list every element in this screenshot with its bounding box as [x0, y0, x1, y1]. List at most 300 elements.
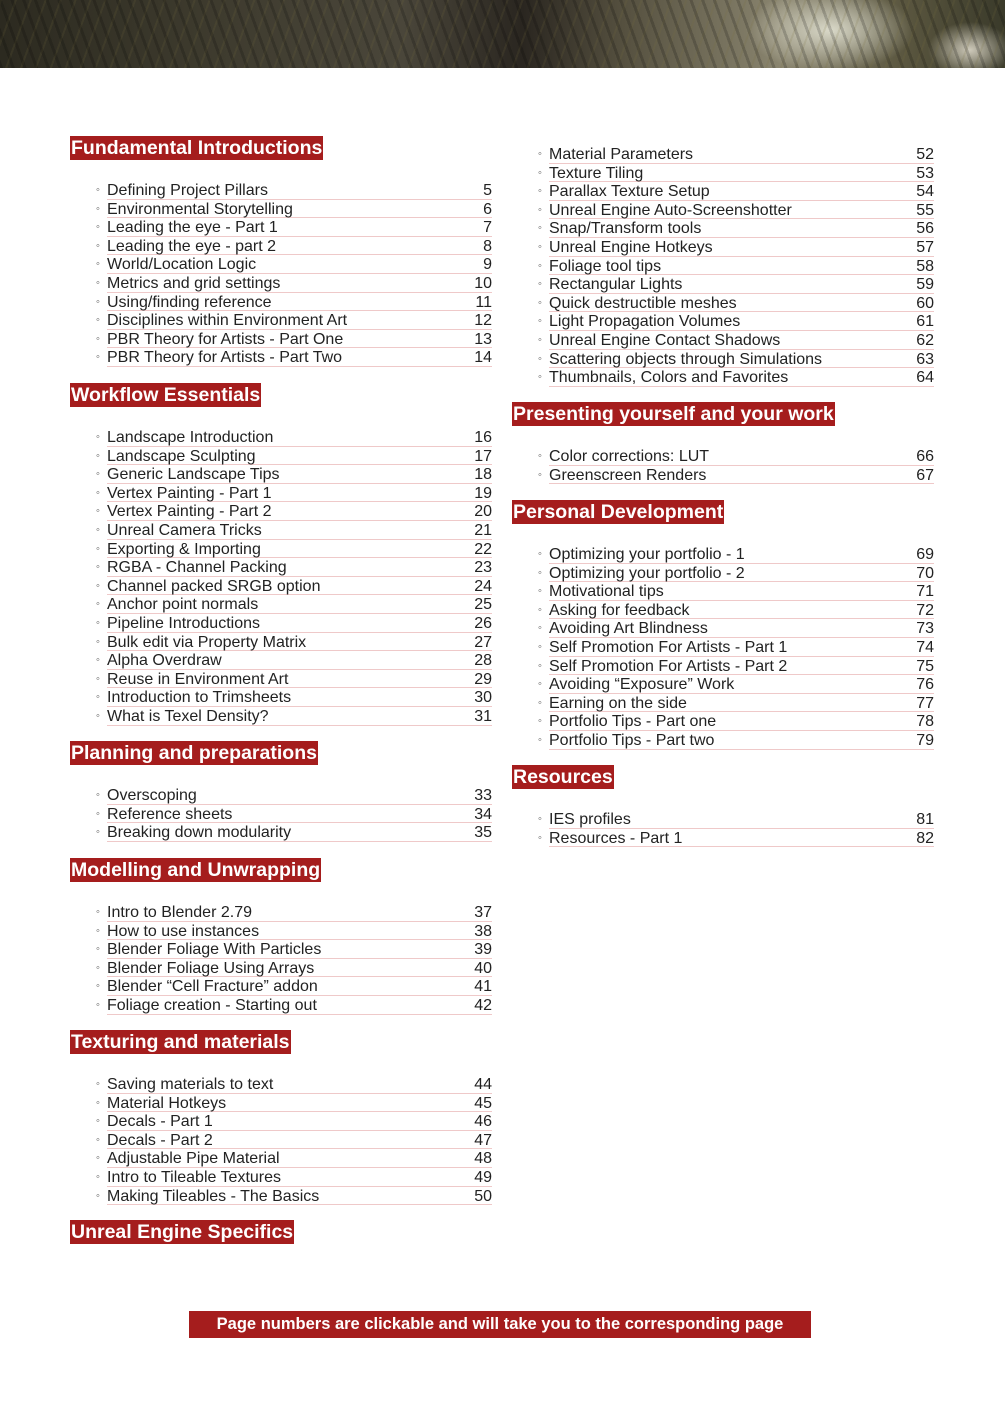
page-number-link[interactable]: 70 — [916, 564, 934, 582]
page-number-link[interactable]: 29 — [474, 670, 492, 688]
entry-title: Overscoping — [107, 787, 197, 804]
toc-entry[interactable] — [70, 651, 492, 670]
toc-entry[interactable] — [512, 182, 934, 201]
entry-title: Pipeline Introductions — [107, 614, 260, 632]
bullet-icon: ◦ — [96, 351, 100, 364]
page-number-link[interactable]: 60 — [916, 294, 934, 312]
toc-entry[interactable] — [512, 350, 934, 369]
section-heading: Planning and preparations — [71, 742, 317, 764]
bullet-icon: ◦ — [538, 585, 542, 598]
section-list — [512, 810, 934, 847]
toc-entry[interactable] — [70, 447, 492, 466]
bullet-icon: ◦ — [538, 240, 542, 253]
entry-title: Anchor point normals — [107, 596, 259, 614]
page-number-link[interactable]: 10 — [474, 274, 492, 292]
section-heading: Resources — [513, 766, 613, 788]
toc-entry[interactable] — [512, 619, 934, 638]
toc-entry[interactable] — [512, 145, 934, 164]
toc-entry[interactable] — [70, 218, 492, 237]
entry-title: Foliage creation - Starting out — [107, 996, 317, 1014]
bullet-icon: ◦ — [538, 278, 542, 291]
toc-entry[interactable] — [70, 633, 492, 652]
entry-title: Decals - Part 1 — [107, 1113, 213, 1131]
bullet-icon: ◦ — [538, 166, 542, 179]
toc-entry[interactable] — [70, 922, 492, 941]
page-number-link[interactable]: 46 — [474, 1113, 492, 1131]
toc-section — [512, 145, 934, 387]
toc-entry[interactable] — [70, 823, 492, 842]
page-number-link[interactable]: 22 — [474, 540, 492, 558]
page-number-link[interactable]: 20 — [474, 503, 492, 521]
page-number-link[interactable]: 77 — [916, 694, 934, 712]
page-number-link[interactable]: 34 — [474, 805, 492, 823]
entry-title: Snap/Transform tools — [549, 220, 702, 238]
bullet-icon: ◦ — [96, 1078, 100, 1090]
bullet-icon: ◦ — [96, 486, 100, 499]
page-number-link[interactable]: 41 — [474, 978, 492, 996]
toc-entry[interactable] — [70, 1094, 492, 1113]
section-heading: Fundamental Introductions — [71, 137, 323, 159]
toc-entry[interactable] — [70, 484, 492, 503]
bullet-icon: ◦ — [96, 221, 100, 234]
bullet-icon: ◦ — [96, 468, 100, 481]
toc-entry[interactable] — [70, 707, 492, 726]
bullet-icon: ◦ — [538, 640, 542, 653]
entry-title: Texture Tiling — [549, 164, 644, 182]
entry-title: Optimizing your portfolio - 1 — [549, 546, 745, 563]
entry-title: Disciplines within Environment Art — [107, 312, 348, 330]
bullet-icon: ◦ — [538, 548, 542, 560]
toc-entry[interactable] — [512, 275, 934, 294]
bullet-icon: ◦ — [96, 709, 100, 722]
toc-entry[interactable] — [70, 903, 492, 922]
bullet-icon: ◦ — [96, 616, 100, 629]
page-number-link[interactable]: 50 — [474, 1187, 492, 1205]
toc-section — [70, 383, 492, 726]
entry-title: Unreal Engine Hotkeys — [549, 238, 713, 256]
section-list — [70, 786, 492, 842]
bullet-icon: ◦ — [538, 222, 542, 235]
page-number-link[interactable]: 56 — [916, 220, 934, 238]
toc-entry[interactable] — [70, 805, 492, 824]
toc-entry[interactable] — [512, 564, 934, 583]
toc-entry[interactable] — [70, 670, 492, 689]
bullet-icon: ◦ — [96, 980, 100, 993]
entry-title: Leading the eye - part 2 — [107, 237, 277, 255]
section-heading: Unreal Engine Specifics — [71, 1221, 294, 1243]
page-number-link[interactable]: 9 — [483, 256, 492, 274]
entry-title: Unreal Engine Auto-Screenshotter — [549, 201, 792, 219]
toc-entry[interactable] — [70, 274, 492, 293]
entry-title: Thumbnails, Colors and Favorites — [549, 369, 789, 387]
page-number-link[interactable]: 30 — [474, 689, 492, 707]
toc-entry[interactable] — [70, 330, 492, 349]
entry-title: Intro to Tileable Textures — [107, 1168, 282, 1186]
entry-title: Scattering objects through Simulations — [549, 350, 823, 368]
page-number-link[interactable]: 74 — [916, 638, 934, 656]
section-list — [512, 145, 934, 387]
toc-entry[interactable] — [70, 293, 492, 312]
page-number-link[interactable]: 5 — [483, 182, 492, 199]
entry-title: Decals - Part 2 — [107, 1131, 213, 1149]
toc-entry[interactable] — [70, 255, 492, 274]
entry-title: Portfolio Tips - Part two — [549, 731, 715, 749]
entry-title: Saving materials to text — [107, 1076, 274, 1093]
entry-title: PBR Theory for Artists - Part Two — [107, 349, 343, 367]
toc-entry[interactable] — [70, 465, 492, 484]
entry-title: World/Location Logic — [107, 256, 257, 274]
bullet-icon: ◦ — [538, 715, 542, 728]
toc-entry[interactable] — [512, 238, 934, 257]
page-number-link[interactable]: 63 — [916, 350, 934, 368]
toc-entry[interactable] — [512, 657, 934, 676]
bullet-icon: ◦ — [538, 333, 542, 346]
toc-entry[interactable] — [512, 164, 934, 183]
page-number-link[interactable]: 8 — [483, 237, 492, 255]
entry-title: Motivational tips — [549, 583, 664, 601]
bullet-icon: ◦ — [96, 1096, 100, 1109]
bullet-icon: ◦ — [538, 831, 542, 844]
section-list — [70, 1075, 492, 1205]
toc-entry[interactable] — [70, 996, 492, 1015]
bullet-icon: ◦ — [538, 203, 542, 216]
bullet-icon: ◦ — [538, 733, 542, 746]
entry-title: Unreal Engine Contact Shadows — [549, 331, 781, 349]
page-number-link[interactable]: 24 — [474, 577, 492, 595]
bullet-icon: ◦ — [96, 449, 100, 462]
toc-section — [70, 1030, 492, 1205]
page-number-link[interactable]: 14 — [474, 349, 492, 367]
page-number-link[interactable]: 33 — [474, 787, 492, 804]
page-number-link[interactable]: 67 — [916, 466, 934, 484]
toc-entry[interactable] — [512, 294, 934, 313]
entry-title: Landscape Introduction — [107, 429, 274, 446]
entry-title: Intro to Blender 2.79 — [107, 904, 252, 921]
page-number-link[interactable]: 58 — [916, 257, 934, 275]
bullet-icon: ◦ — [96, 1189, 100, 1202]
bullet-icon: ◦ — [538, 678, 542, 691]
toc-entry[interactable] — [70, 977, 492, 996]
toc-entry[interactable] — [70, 181, 492, 200]
toc-entry[interactable] — [512, 447, 934, 466]
entry-title: How to use instances — [107, 922, 260, 940]
page-number-link[interactable]: 16 — [474, 429, 492, 446]
page-number-link[interactable]: 27 — [474, 633, 492, 651]
page-number-link[interactable]: 72 — [916, 601, 934, 619]
toc-section — [70, 858, 492, 1015]
page-number-link[interactable]: 7 — [483, 219, 492, 237]
toc-entry[interactable] — [512, 712, 934, 731]
bullet-icon: ◦ — [96, 239, 100, 252]
bullet-icon: ◦ — [538, 566, 542, 579]
bullet-icon: ◦ — [538, 622, 542, 635]
toc-entry[interactable] — [70, 1131, 492, 1150]
page-number-link[interactable]: 44 — [474, 1076, 492, 1093]
bullet-icon: ◦ — [538, 185, 542, 198]
page-number-link[interactable]: 40 — [474, 959, 492, 977]
bullet-icon: ◦ — [96, 998, 100, 1011]
toc-entry[interactable] — [70, 521, 492, 540]
entry-title: Reference sheets — [107, 805, 233, 823]
page-number-link[interactable]: 12 — [474, 312, 492, 330]
entry-title: Alpha Overdraw — [107, 652, 222, 670]
section-heading: Modelling and Unwrapping — [71, 859, 321, 881]
bullet-icon: ◦ — [538, 315, 542, 328]
entry-title: Resources - Part 1 — [549, 829, 683, 847]
bullet-icon: ◦ — [96, 789, 100, 801]
entry-title: Environmental Storytelling — [107, 200, 293, 218]
bullet-icon: ◦ — [96, 184, 100, 196]
section-list — [70, 903, 492, 1015]
toc-entry[interactable] — [70, 940, 492, 959]
entry-title: IES profiles — [549, 811, 631, 828]
toc-entry[interactable] — [70, 1075, 492, 1094]
toc-entry[interactable] — [512, 466, 934, 485]
entry-title: Blender Foliage Using Arrays — [107, 959, 315, 977]
page-number-link[interactable]: 59 — [916, 276, 934, 294]
toc-section — [512, 765, 934, 847]
toc-entry[interactable] — [512, 545, 934, 564]
bullet-icon: ◦ — [96, 924, 100, 937]
bullet-icon: ◦ — [538, 659, 542, 672]
bullet-icon: ◦ — [538, 468, 542, 481]
bullet-icon: ◦ — [538, 296, 542, 309]
section-list — [70, 428, 492, 726]
entry-title: Portfolio Tips - Part one — [549, 713, 717, 731]
page-number-link[interactable]: 6 — [483, 200, 492, 218]
entry-title: Unreal Camera Tricks — [107, 521, 262, 539]
toc-entry[interactable] — [512, 368, 934, 387]
toc-section — [512, 500, 934, 750]
page-number-link[interactable]: 73 — [916, 620, 934, 638]
page-number-link[interactable]: 61 — [916, 313, 934, 331]
entry-title: Defining Project Pillars — [107, 182, 268, 199]
entry-title: Light Propagation Volumes — [549, 313, 741, 331]
toc-entry[interactable] — [70, 595, 492, 614]
toc-entry[interactable] — [70, 786, 492, 805]
bullet-icon: ◦ — [538, 148, 542, 160]
toc-entry[interactable] — [512, 201, 934, 220]
entry-title: Bulk edit via Property Matrix — [107, 633, 307, 651]
section-heading: Personal Development — [513, 501, 724, 523]
entry-title: Avoiding “Exposure” Work — [549, 676, 735, 694]
header-banner-image — [0, 0, 1005, 68]
toc-entry[interactable] — [70, 311, 492, 330]
bullet-icon: ◦ — [96, 314, 100, 327]
toc-entry[interactable] — [70, 540, 492, 559]
bullet-icon: ◦ — [96, 295, 100, 308]
bullet-icon: ◦ — [96, 258, 100, 271]
entry-title: Asking for feedback — [549, 601, 690, 619]
entry-title: Landscape Sculpting — [107, 447, 256, 465]
page-number-link[interactable]: 45 — [474, 1094, 492, 1112]
bullet-icon: ◦ — [96, 598, 100, 611]
entry-title: Earning on the side — [549, 694, 687, 712]
entry-title: Blender “Cell Fracture” addon — [107, 978, 318, 996]
page-number-link[interactable]: 47 — [474, 1131, 492, 1149]
page-number-link[interactable]: 62 — [916, 331, 934, 349]
section-list — [70, 181, 492, 367]
toc-entry[interactable] — [512, 731, 934, 750]
entry-title: Optimizing your portfolio - 2 — [549, 564, 745, 582]
entry-title: Quick destructible meshes — [549, 294, 737, 312]
page-number-link[interactable]: 21 — [474, 521, 492, 539]
bullet-icon: ◦ — [96, 654, 100, 667]
bullet-icon: ◦ — [96, 1170, 100, 1183]
bullet-icon: ◦ — [96, 1152, 100, 1165]
bullet-icon: ◦ — [96, 961, 100, 974]
page-number-link[interactable]: 18 — [474, 466, 492, 484]
entry-title: Metrics and grid settings — [107, 274, 281, 292]
page-number-link[interactable]: 54 — [916, 183, 934, 201]
bullet-icon: ◦ — [96, 906, 100, 918]
page-number-link[interactable]: 76 — [916, 676, 934, 694]
bullet-icon: ◦ — [96, 542, 100, 555]
toc-entry[interactable] — [70, 502, 492, 521]
bullet-icon: ◦ — [96, 635, 100, 648]
page-number-link[interactable]: 48 — [474, 1150, 492, 1168]
bullet-icon: ◦ — [96, 505, 100, 518]
bullet-icon: ◦ — [96, 943, 100, 956]
entry-title: Foliage tool tips — [549, 257, 662, 275]
entry-title: Introduction to Trimsheets — [107, 689, 292, 707]
toc-entry[interactable] — [512, 312, 934, 331]
entry-title: Parallax Texture Setup — [549, 183, 710, 201]
entry-title: Leading the eye - Part 1 — [107, 219, 278, 237]
bullet-icon: ◦ — [538, 603, 542, 616]
bullet-icon: ◦ — [96, 332, 100, 345]
page-number-link[interactable]: 53 — [916, 164, 934, 182]
toc-entry[interactable] — [70, 959, 492, 978]
entry-title: Greenscreen Renders — [549, 466, 707, 484]
page-number-link[interactable]: 79 — [916, 731, 934, 749]
toc-entry[interactable] — [512, 219, 934, 238]
page-number-link[interactable]: 78 — [916, 713, 934, 731]
page-number-link[interactable]: 13 — [474, 330, 492, 348]
bullet-icon: ◦ — [96, 561, 100, 574]
page-number-link[interactable]: 81 — [916, 811, 934, 828]
page-number-link[interactable]: 23 — [474, 559, 492, 577]
section-heading: Workflow Essentials — [71, 384, 261, 406]
toc-entry[interactable] — [70, 428, 492, 447]
entry-title: Color corrections: LUT — [549, 448, 710, 465]
toc-entry[interactable] — [70, 688, 492, 707]
page-number-link[interactable]: 39 — [474, 941, 492, 959]
page-number-link[interactable]: 25 — [474, 596, 492, 614]
bullet-icon: ◦ — [96, 807, 100, 820]
entry-title: Self Promotion For Artists - Part 2 — [549, 657, 788, 675]
entry-title: Adjustable Pipe Material — [107, 1150, 280, 1168]
entry-title: RGBA - Channel Packing — [107, 559, 287, 577]
toc-entry[interactable] — [512, 582, 934, 601]
toc-entry[interactable] — [512, 810, 934, 829]
toc-section — [70, 1220, 492, 1265]
page-number-link[interactable]: 37 — [474, 904, 492, 921]
bullet-icon: ◦ — [538, 259, 542, 272]
toc-section — [70, 741, 492, 842]
toc-entry[interactable] — [70, 348, 492, 367]
entry-title: Material Hotkeys — [107, 1094, 227, 1112]
toc-entry[interactable] — [512, 694, 934, 713]
bullet-icon: ◦ — [538, 371, 542, 384]
toc-entry[interactable] — [70, 558, 492, 577]
bullet-icon: ◦ — [96, 1133, 100, 1146]
toc-entry[interactable] — [512, 331, 934, 350]
toc-entry[interactable] — [70, 1187, 492, 1206]
toc-section — [512, 402, 934, 484]
bullet-icon: ◦ — [96, 431, 100, 443]
page-number-link[interactable]: 17 — [474, 447, 492, 465]
toc-entry[interactable] — [70, 1112, 492, 1131]
page-number-link[interactable]: 69 — [916, 546, 934, 563]
page-number-link[interactable]: 42 — [474, 996, 492, 1014]
entry-title: Rectangular Lights — [549, 276, 683, 294]
entry-title: Generic Landscape Tips — [107, 466, 280, 484]
bullet-icon: ◦ — [538, 352, 542, 365]
toc-entry[interactable] — [70, 577, 492, 596]
entry-title: Reuse in Environment Art — [107, 670, 289, 688]
page-number-link[interactable]: 38 — [474, 922, 492, 940]
entry-title: Material Parameters — [549, 146, 694, 163]
bullet-icon: ◦ — [96, 1115, 100, 1128]
section-heading: Texturing and materials — [71, 1031, 290, 1053]
entry-title: What is Texel Density? — [107, 707, 269, 725]
toc-entry[interactable] — [70, 614, 492, 633]
bullet-icon: ◦ — [538, 813, 542, 825]
bullet-icon: ◦ — [96, 826, 100, 839]
page-number-link[interactable]: 35 — [474, 824, 492, 842]
entry-title: Avoiding Art Blindness — [549, 620, 708, 638]
page-number-link[interactable]: 31 — [474, 707, 492, 725]
page-number-link[interactable]: 64 — [916, 369, 934, 387]
toc-entry[interactable] — [512, 257, 934, 276]
bullet-icon: ◦ — [96, 202, 100, 215]
entry-title: Vertex Painting - Part 1 — [107, 484, 272, 502]
page-number-link[interactable]: 52 — [916, 146, 934, 163]
page-number-link[interactable]: 71 — [916, 583, 934, 601]
page-number-link[interactable]: 11 — [475, 293, 492, 311]
bullet-icon: ◦ — [96, 523, 100, 536]
toc-entry[interactable] — [70, 1149, 492, 1168]
page-number-link[interactable]: 49 — [474, 1168, 492, 1186]
page-number-link[interactable]: 55 — [916, 201, 934, 219]
entry-title: Making Tileables - The Basics — [107, 1187, 320, 1205]
page-number-link[interactable]: 26 — [474, 614, 492, 632]
toc-entry[interactable] — [512, 601, 934, 620]
page-number-link[interactable]: 66 — [916, 448, 934, 465]
page-number-link[interactable]: 57 — [916, 238, 934, 256]
section-list — [512, 545, 934, 750]
entry-title: Blender Foliage With Particles — [107, 941, 322, 959]
page-number-link[interactable]: 75 — [916, 657, 934, 675]
page-number-link[interactable]: 82 — [916, 829, 934, 847]
toc-entry[interactable] — [70, 237, 492, 256]
page-number-link[interactable]: 19 — [474, 484, 492, 502]
entry-title: PBR Theory for Artists - Part One — [107, 330, 344, 348]
toc-entry[interactable] — [512, 829, 934, 848]
entry-title: Vertex Painting - Part 2 — [107, 503, 272, 521]
page-number-link[interactable]: 28 — [474, 652, 492, 670]
toc-entry[interactable] — [512, 638, 934, 657]
entry-title: Self Promotion For Artists - Part 1 — [549, 638, 788, 656]
bullet-icon: ◦ — [96, 691, 100, 704]
toc-entry[interactable] — [512, 675, 934, 694]
bullet-icon: ◦ — [96, 672, 100, 685]
section-list — [512, 447, 934, 484]
entry-title: Channel packed SRGB option — [107, 577, 321, 595]
toc-entry[interactable] — [70, 200, 492, 219]
toc-entry[interactable] — [70, 1168, 492, 1187]
